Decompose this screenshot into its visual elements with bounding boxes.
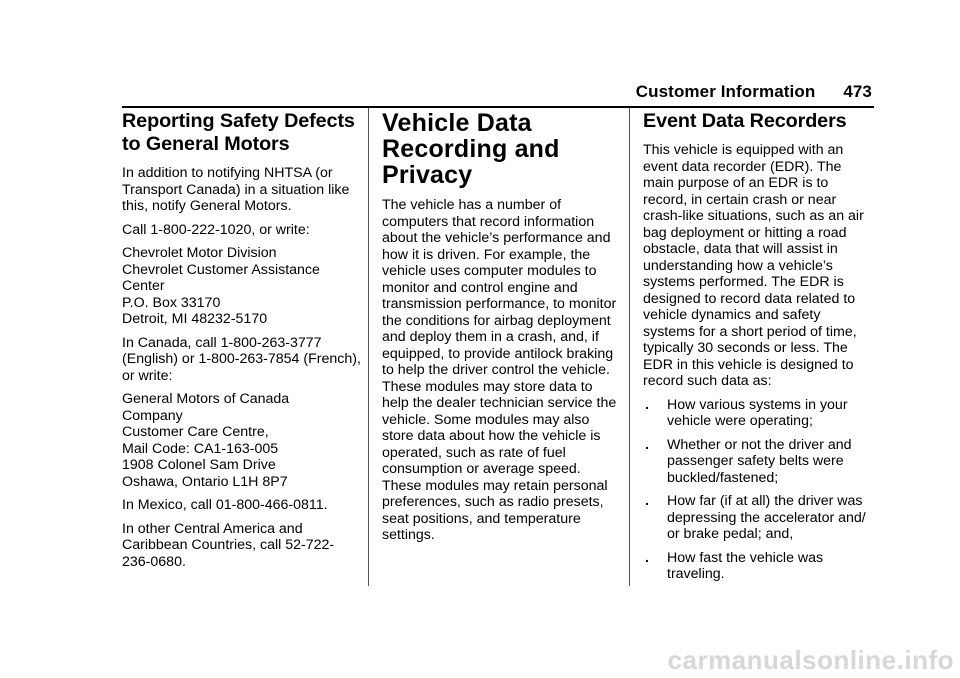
watermark: carmanualsonline.info: [667, 645, 954, 675]
list-item: [643, 550, 875, 583]
column-event-data-recorders: [643, 110, 875, 590]
page-number: 473: [843, 82, 872, 101]
address-line: General Motors of Canada: [122, 391, 290, 407]
bullet-icon: .: [645, 549, 649, 566]
paragraph: In addition to notifying NHTSA (or Transport Canada) in a situation like this, notify General Motors.: [122, 165, 350, 214]
heading-data-privacy: Vehicle Data Recording and Privacy: [382, 109, 560, 189]
paragraph: The vehicle has a number of computers that record information about the vehicle’s performance and how it is driven. For example, the vehicle uses computer modules to monitor and control engine and transmission performance, to monitor the conditions for airbag deployment and deploy them in a crash, and, if equipped, to provide antilock braking to help the driver control the vehicle. These modules may store data to help the dealer technician service the vehicle. Some modules may also store data about how the vehicle is operated, such as rate of fuel consumption or average speed. These modules may retain personal preferences, such as radio presets, seat positions, and temperature settings.: [382, 197, 617, 543]
list-item-text: How various systems in your vehicle were operating;: [667, 396, 848, 429]
footer: [0, 645, 960, 678]
address-line: Oshawa, Ontario L1H 8P7: [122, 473, 288, 490]
column-data-privacy: [382, 110, 622, 551]
header-divider: [122, 106, 874, 108]
list-item: [643, 397, 875, 430]
address-canada: [122, 391, 362, 490]
address-line: Center: [122, 278, 165, 294]
address-line: Mail Code: CA1-163-005: [122, 440, 279, 457]
paragraph: Call 1-800-222-1020, or write:: [122, 221, 310, 238]
paragraph: In other Central America and Caribbean Countries, call 52-722-236-0680.: [122, 520, 335, 570]
bullet-icon: .: [645, 396, 649, 413]
section-title: Customer Information: [635, 82, 816, 101]
column-reporting-defects: [122, 110, 362, 577]
address-line: Chevrolet Customer Assistance: [122, 261, 320, 278]
list-item: [643, 493, 875, 543]
bullet-icon: .: [645, 436, 649, 453]
column-divider-2: [629, 108, 630, 586]
address-line: Company: [122, 407, 183, 424]
address-us: [122, 245, 362, 328]
bullet-icon: .: [645, 493, 649, 509]
column-divider-1: [368, 108, 369, 586]
address-line: Chevrolet Motor Division: [122, 245, 277, 261]
page-header: [636, 82, 872, 102]
address-line: P.O. Box 33170: [122, 294, 221, 311]
paragraph: In Canada, call 1-800-263-3777 (English) or 1-800-263-7854 (French), or write:: [122, 334, 361, 384]
list-item-text: How far (if at all) the driver was depressing the accelerator and/ or brake pedal; and,: [667, 493, 866, 542]
list-item: [643, 437, 875, 487]
list-item-text: How fast the vehicle was traveling.: [667, 549, 824, 582]
bullet-list: [643, 397, 875, 583]
address-line: Detroit, MI 48232-5170: [122, 311, 268, 327]
list-item-text: Whether or not the driver and passenger safety belts were buckled/fastened;: [667, 436, 852, 486]
address-line: 1908 Colonel Sam Drive: [122, 457, 276, 473]
heading-reporting-defects: Reporting Safety Defects to General Motors: [122, 110, 355, 155]
heading-event-data-recorders: Event Data Recorders: [643, 110, 847, 132]
paragraph: This vehicle is equipped with an event data recorder (EDR). The main purpose of an EDR is to record, in certain crash or near crash-like situations, such as an air bag deployment or hitting a road obstacle, data that will assist in understanding how a vehicle’s systems performed. The EDR is designed to record data related to vehicle dynamics and safety systems for a short period of time, typically 30 seconds or less. The EDR in this vehicle is designed to record such data as:: [643, 142, 864, 389]
address-line: Customer Care Centre,: [122, 424, 269, 440]
paragraph: In Mexico, call 01-800-466-0811.: [122, 497, 328, 513]
